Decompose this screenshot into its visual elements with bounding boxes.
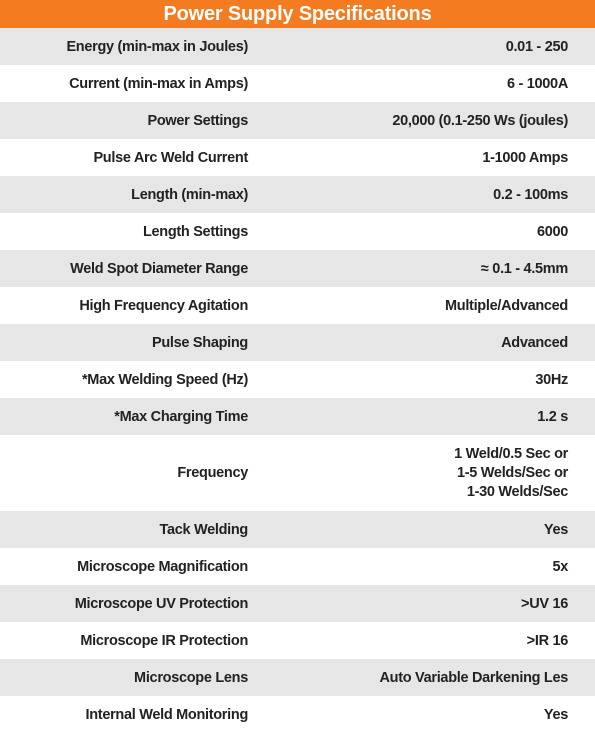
spec-label: Power Settings: [0, 102, 248, 139]
spec-value-line: 1 Weld/0.5 Sec or: [454, 445, 568, 462]
spec-value: 6000: [248, 213, 595, 250]
spec-label: Microscope Magnification: [0, 548, 248, 585]
spec-label: *Max Charging Time: [0, 398, 248, 435]
spec-value-line: 1-30 Welds/Sec: [466, 483, 568, 500]
table-row: [0, 176, 595, 213]
table-row: [0, 361, 595, 398]
spec-label: *Max Welding Speed (Hz): [0, 361, 248, 398]
spec-value: 20,000 (0.1-250 Ws (joules): [248, 102, 595, 139]
spec-value: 1.2 s: [248, 398, 595, 435]
spec-label: Length (min-max): [0, 176, 248, 213]
table-row: [0, 548, 595, 585]
spec-value: >IR 16: [248, 622, 595, 659]
spec-value: Yes: [248, 696, 595, 733]
table-row: [0, 139, 595, 176]
spec-value: 6 - 1000A: [248, 65, 595, 102]
table-row: [0, 102, 595, 139]
spec-value: 0.01 - 250: [248, 28, 595, 65]
table-row: [0, 398, 595, 435]
table-row: [0, 659, 595, 696]
spec-value: ≈ 0.1 - 4.5mm: [248, 250, 595, 287]
spec-value: Auto Variable Darkening Les: [248, 659, 595, 696]
spec-label: Pulse Shaping: [0, 324, 248, 361]
table-row: [0, 287, 595, 324]
spec-label: Pulse Arc Weld Current: [0, 139, 248, 176]
spec-label: High Frequency Agitation: [0, 287, 248, 324]
spec-value: 5x: [248, 548, 595, 585]
table-row: [0, 435, 595, 511]
table-row: [0, 28, 595, 65]
spec-value: Multiple/Advanced: [248, 287, 595, 324]
spec-value: 0.2 - 100ms: [248, 176, 595, 213]
table-row: [0, 250, 595, 287]
spec-label: Current (min-max in Amps): [0, 65, 248, 102]
spec-value: Yes: [248, 511, 595, 548]
spec-label: Length Settings: [0, 213, 248, 250]
spec-label: Microscope UV Protection: [0, 585, 248, 622]
spec-value-line: 1-5 Welds/Sec or: [457, 464, 568, 481]
spec-label: Microscope Lens: [0, 659, 248, 696]
spec-label: Internal Weld Monitoring: [0, 696, 248, 733]
table-row: [0, 696, 595, 733]
spec-label: Tack Welding: [0, 511, 248, 548]
table-row: [0, 65, 595, 102]
spec-label: Frequency: [0, 435, 248, 511]
spec-label: Weld Spot Diameter Range: [0, 250, 248, 287]
spec-value: 1-1000 Amps: [248, 139, 595, 176]
spec-value: >UV 16: [248, 585, 595, 622]
spec-value: [248, 435, 595, 511]
table-row: [0, 585, 595, 622]
table-row: [0, 622, 595, 659]
spec-label: Microscope IR Protection: [0, 622, 248, 659]
table-row: [0, 324, 595, 361]
table-row: [0, 213, 595, 250]
spec-value: Advanced: [248, 324, 595, 361]
spec-value: 30Hz: [248, 361, 595, 398]
table-title: Power Supply Specifications: [0, 0, 595, 28]
table-row: [0, 511, 595, 548]
table-body: [0, 28, 595, 733]
spec-label: Energy (min-max in Joules): [0, 28, 248, 65]
